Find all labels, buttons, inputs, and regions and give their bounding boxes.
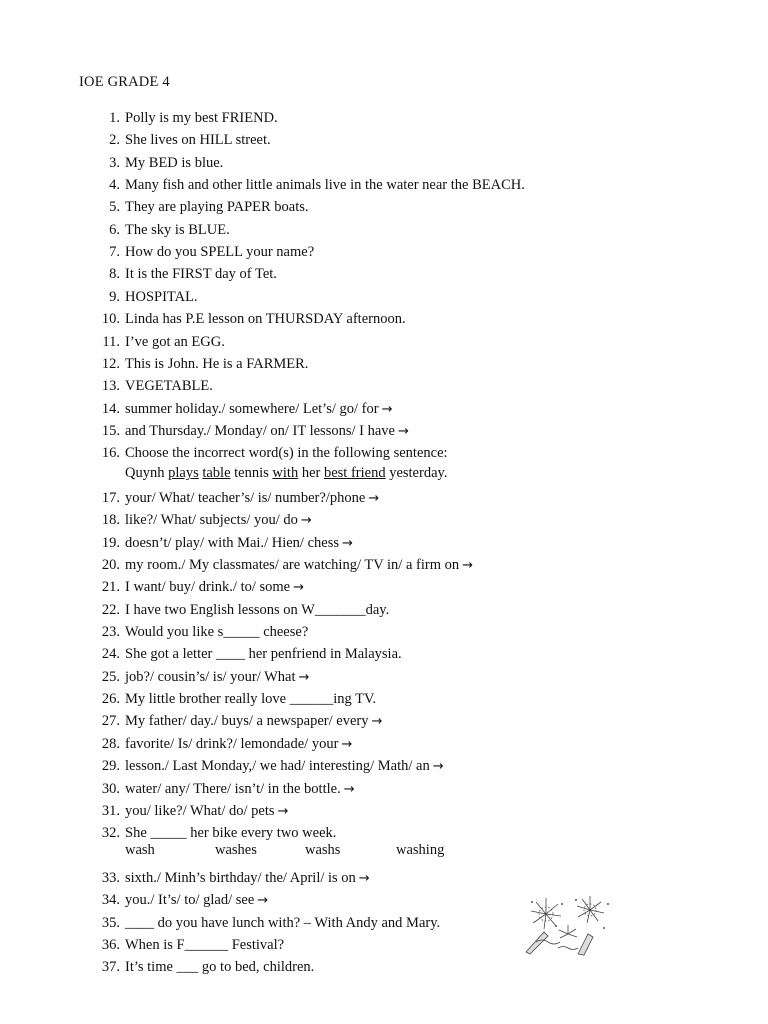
question-text: She lives on HILL street. (125, 132, 271, 149)
question-number: 23. (101, 624, 120, 641)
question-number: 3. (109, 154, 120, 171)
question-text-wrap (125, 734, 352, 755)
question-number: 26. (101, 691, 120, 708)
question-text-wrap (125, 421, 409, 442)
question-text: Would you like s_____ cheese? (125, 624, 309, 641)
question-text: job?/ cousin’s/ is/ your/ What (125, 668, 296, 685)
question-text-wrap (125, 287, 198, 307)
answer-arrow-icon: → (341, 736, 353, 752)
worksheet-title: IOE GRADE 4 (79, 74, 170, 90)
question-number: 28. (101, 735, 120, 752)
q32-option: wash (125, 842, 155, 858)
question-text: She _____ her bike every two week. (125, 825, 337, 842)
q32-option: washs (305, 842, 341, 858)
fireworks-clipart-icon (518, 892, 618, 956)
question-text: It is the FIRST day of Tet. (125, 266, 277, 283)
question-text-wrap (125, 913, 440, 933)
question-number: 6. (109, 221, 120, 238)
answer-arrow-icon: → (277, 803, 289, 819)
question-text: Polly is my best FRIEND. (125, 110, 278, 126)
question-text: It’s time ___ go to bed, children. (125, 959, 315, 976)
question-number: 34. (101, 892, 120, 909)
question-text: HOSPITAL. (125, 288, 198, 305)
question-text: Linda has P.E lesson on THURSDAY afternoon. (125, 311, 406, 328)
question-text: How do you SPELL your name? (125, 244, 315, 261)
question-number: 32. (101, 825, 120, 842)
q32-options (0, 840, 768, 860)
question-number: 19. (101, 534, 120, 551)
question-number: 17. (101, 489, 120, 506)
q32-option: washing (396, 842, 445, 858)
question-text-wrap (125, 220, 230, 240)
question-text-wrap (125, 600, 389, 620)
question-text: favorite/ Is/ drink?/ lemondade/ your (125, 735, 339, 752)
question-number: 30. (101, 780, 120, 797)
answer-arrow-icon: → (371, 714, 383, 730)
answer-arrow-icon: → (381, 401, 393, 417)
question-text: The sky is BLUE. (125, 221, 230, 238)
q16-underlined-word: best friend (323, 465, 386, 481)
question-number: 2. (109, 132, 120, 149)
question-text-wrap (125, 488, 379, 509)
answer-arrow-icon: → (341, 535, 353, 551)
question-text-wrap (125, 622, 308, 642)
question-number: 14. (101, 400, 120, 417)
question-text: you./ It’s/ to/ glad/ see (125, 892, 255, 909)
question-text: sixth./ Minh’s birthday/ the/ April/ is on (125, 869, 356, 886)
question-text-wrap (125, 153, 223, 173)
question-number: 11. (102, 333, 120, 350)
question-text-wrap (125, 399, 392, 420)
question-number: 33. (101, 869, 120, 886)
answer-arrow-icon: → (432, 759, 444, 775)
question-text: ____ do you have lunch with? – With Andy and Mary. (125, 914, 441, 931)
answer-arrow-icon: → (358, 870, 370, 886)
q16-word: tennis (230, 465, 273, 481)
question-text: This is John. He is a FARMER. (125, 355, 309, 372)
question-text: you/ like?/ What/ do/ pets (125, 802, 275, 819)
question-text: my room./ My classmates/ are watching/ TV in/ a firm on (125, 557, 460, 573)
question-number: 13. (101, 378, 120, 395)
question-number: 15. (101, 422, 120, 439)
question-text-wrap (125, 667, 309, 688)
answer-arrow-icon: → (298, 669, 310, 685)
question-text-wrap (125, 957, 314, 977)
question-number: 31. (101, 802, 120, 819)
q16-word: her (298, 465, 324, 481)
question-text: your/ What/ teacher’s/ is/ number?/phone (125, 489, 366, 506)
question-text: She got a letter ____ her penfriend in Malaysia. (125, 646, 402, 663)
question-text-wrap (125, 332, 225, 352)
question-text: They are playing PAPER boats. (125, 199, 309, 216)
question-number: 37. (101, 959, 120, 976)
question-number: 21. (101, 579, 120, 596)
q16-word: yesterday. (385, 465, 448, 481)
question-text-wrap (125, 175, 525, 195)
question-text: lesson./ Last Monday,/ we had/ interesting/ Math/ an (125, 758, 430, 775)
question-text-wrap (125, 376, 213, 396)
question-text: doesn’t/ play/ with Mai./ Hien/ chess (125, 534, 339, 551)
question-text: My father/ day./ buys/ a newspaper/ every (125, 713, 369, 730)
question-number: 25. (101, 668, 120, 685)
question-number: 18. (101, 512, 120, 529)
question-text-wrap (125, 689, 376, 709)
question-text-wrap (125, 868, 370, 889)
question-text: summer holiday./ somewhere/ Let’s/ go/ for (125, 400, 379, 417)
question-number: 1. (109, 110, 120, 126)
question-text: My little brother really love ______ing TV. (125, 691, 377, 708)
question-number: 29. (101, 758, 120, 775)
question-number: 22. (101, 601, 120, 618)
question-text-wrap (125, 197, 309, 217)
question-text: Many fish and other little animals live in the water near the BEACH. (125, 177, 525, 194)
question-number: 35. (101, 914, 120, 931)
answer-arrow-icon: → (368, 490, 380, 506)
q16-underlined-word: with (272, 465, 299, 481)
question-text-wrap (125, 354, 308, 374)
answer-arrow-icon: → (462, 558, 474, 573)
question-text: When is F______ Festival? (125, 936, 285, 953)
answer-arrow-icon: → (397, 423, 409, 439)
question-text-wrap (125, 130, 271, 150)
question-text: like?/ What/ subjects/ you/ do (125, 512, 298, 529)
question-text-wrap (125, 779, 355, 800)
question-text-wrap (125, 756, 444, 777)
question-number: 5. (109, 199, 120, 216)
question-number: 7. (109, 244, 120, 261)
question-text-wrap (125, 935, 284, 955)
answer-arrow-icon: → (300, 513, 312, 529)
question-number: 16. (101, 445, 120, 462)
question-number: 20. (101, 557, 120, 573)
answer-arrow-icon: → (257, 893, 269, 909)
question-text-wrap (125, 108, 278, 128)
q16-underlined-word: table (202, 465, 231, 481)
question-number: 12. (101, 355, 120, 372)
question-text: water/ any/ There/ isn’t/ in the bottle. (125, 780, 341, 797)
question-text-wrap (125, 711, 382, 732)
question-text-wrap (125, 443, 448, 463)
question-text-wrap (125, 801, 288, 822)
question-text-wrap (125, 242, 314, 262)
answer-arrow-icon: → (343, 781, 355, 797)
question-number: 27. (101, 713, 120, 730)
question-number: 24. (101, 646, 120, 663)
q32-option: washes (215, 842, 257, 858)
question-text: Choose the incorrect word(s) in the following sentence: (125, 445, 448, 462)
question-text: VEGETABLE. (125, 378, 213, 395)
q16-underlined-word: plays (168, 465, 199, 481)
question-text: My BED is blue. (125, 154, 224, 171)
question-text-wrap (125, 309, 406, 329)
question-text: and Thursday./ Monday/ on/ IT lessons/ I have (125, 422, 395, 439)
question-number: 36. (101, 936, 120, 953)
answer-arrow-icon: → (293, 580, 305, 596)
question-number: 10. (101, 311, 120, 328)
question-text-wrap (125, 510, 312, 531)
question-text-wrap (125, 264, 277, 284)
question-number: 9. (109, 288, 120, 305)
question-text: I’ve got an EGG. (125, 333, 225, 350)
question-text-wrap (125, 577, 304, 598)
question-text-wrap (125, 890, 268, 911)
question-number: 8. (109, 266, 120, 283)
question-text-wrap (125, 555, 473, 576)
question-text-wrap (125, 644, 402, 664)
question-text: I want/ buy/ drink./ to/ some (125, 579, 291, 596)
question-text-wrap (125, 533, 353, 554)
question-text: I have two English lessons on W_______day. (125, 601, 390, 618)
q16-word: Quynh (125, 465, 169, 481)
question-number: 4. (109, 177, 120, 194)
